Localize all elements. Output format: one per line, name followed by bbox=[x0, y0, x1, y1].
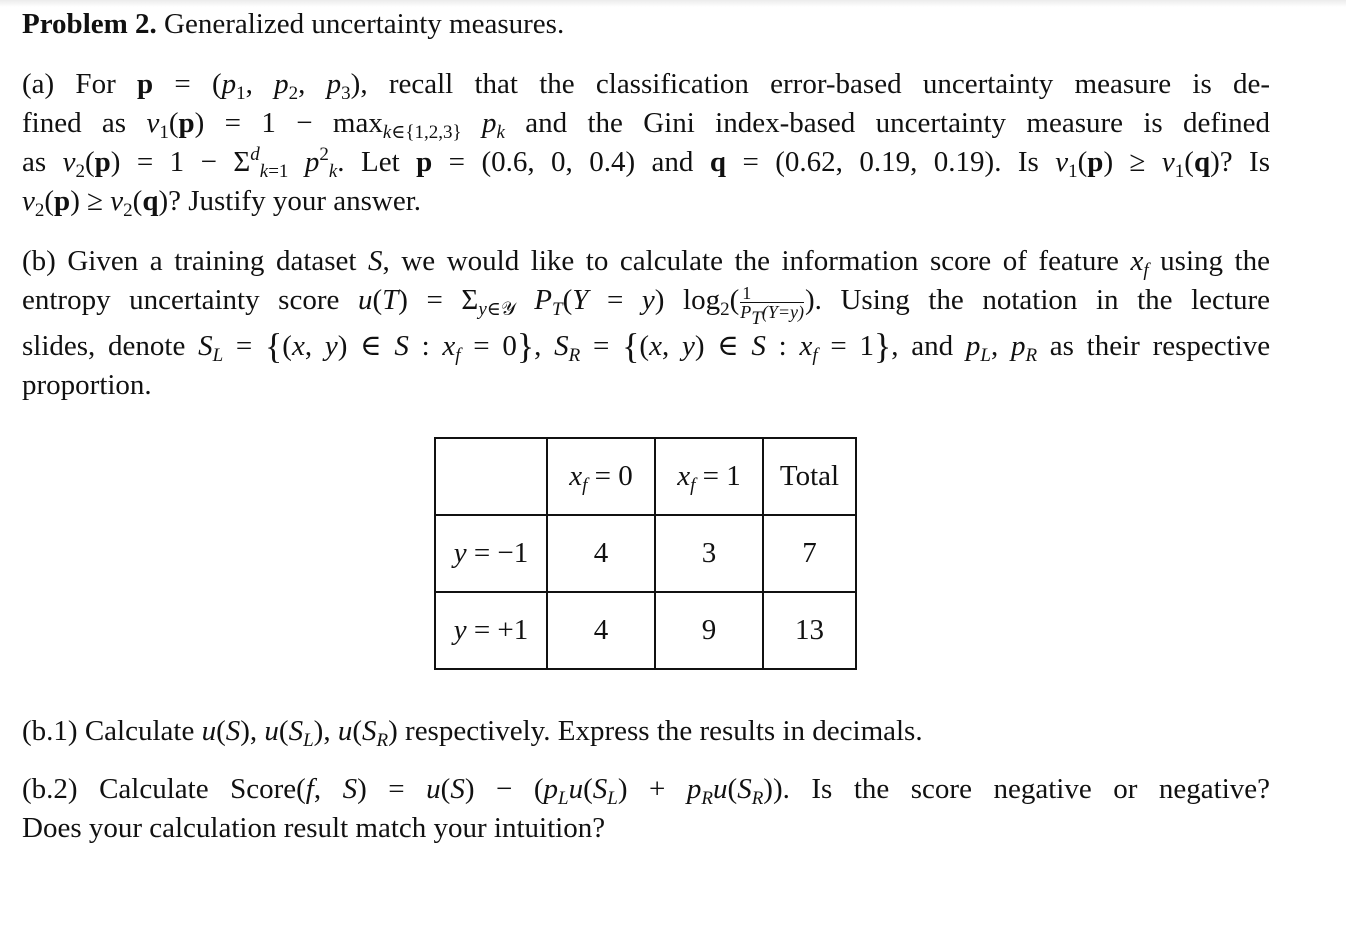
part-b2-line-2: Does your calculation result match your intuition? bbox=[22, 812, 606, 844]
table-header-total: Total bbox=[763, 438, 856, 515]
part-b-line-4: proportion. bbox=[22, 369, 152, 401]
table-cell: 4 bbox=[547, 592, 655, 669]
part-a-line-3: as $v_2(p) = 1 - \Sigma^d_{k=1}$ $p^2_k$. Let p = (0.6, 0, 0.4) and q = (0.62, 0.19, 0.19). Is $v_1(p) \ge v_1(q)$? Is bbox=[22, 144, 1270, 182]
p-vector: (0.6, 0, 0.4) bbox=[481, 146, 636, 178]
part-b2-line-1: (b.2) Calculate Score(f, $S) = u(S) - (p_Lu(S_L) + p_Ru(S_R))$. Is the score negative or negative? bbox=[22, 773, 1270, 809]
top-edge-shadow bbox=[0, 0, 1346, 7]
q-vector: (0.62, 0.19, 0.19) bbox=[775, 146, 995, 178]
table-header-row bbox=[435, 438, 856, 515]
part-a-line-1: (a) For $p = (p_1$, $p_2$, $p_3$), recall that the classification error-based uncertainty measure is de- bbox=[22, 68, 1271, 104]
problem-heading: Generalized uncertainty measures. bbox=[164, 8, 565, 40]
table-cell: 4 bbox=[547, 515, 655, 592]
row-label-y-pos: y = +1 bbox=[435, 592, 547, 669]
table-header-xf0: $x_f = 0$ bbox=[547, 438, 655, 515]
part-b1-line: (b.1) Calculate u(S), $u(S_L)$, $u(S_R)$ respectively. Express the results in decimals. bbox=[22, 715, 923, 751]
contingency-table bbox=[434, 437, 857, 670]
table-corner-cell bbox=[435, 438, 547, 515]
part-b-line-2: entropy uncertainty score $u(T) = \Sigma_{y\in 𝒴}$ $P_T(Y = y)$ $\log_2$( $\frac{1}{P_T(Y=y)}$ ). Using the notation in the lecture bbox=[22, 282, 1270, 329]
problem-title bbox=[22, 8, 564, 41]
part-a-line-4: $v_2(p) \ge v_2(q)$? Justify your answer. bbox=[22, 185, 422, 221]
table-row bbox=[435, 592, 856, 669]
table-header-xf1: $x_f = 1$ bbox=[655, 438, 763, 515]
part-a-line-2: fined as $v_1(p) = 1 - \max_{k\in\{1,2,3\}} p_k$ and the Gini index-based uncertainty measure is defined bbox=[22, 107, 1271, 143]
row-label-y-neg: y = −1 bbox=[435, 515, 547, 592]
table-row bbox=[435, 515, 856, 592]
table-cell: 3 bbox=[655, 515, 763, 592]
table-cell: 9 bbox=[655, 592, 763, 669]
problem-number: Problem 2. bbox=[22, 8, 157, 40]
part-b-line-1: (b) Given a training dataset S, we would like to calculate the information score of feature $x_f$ using the bbox=[22, 245, 1270, 281]
part-b-line-3: slides, denote $S_L = \{(x$, y) ∈ S : $x_f = 0$}, $S_R = \{(x$, y) ∈ S : $x_f = 1$}, and $p_L$, $p_R$ as their respective bbox=[22, 326, 1271, 366]
table-cell: 13 bbox=[763, 592, 856, 669]
table-cell: 7 bbox=[763, 515, 856, 592]
